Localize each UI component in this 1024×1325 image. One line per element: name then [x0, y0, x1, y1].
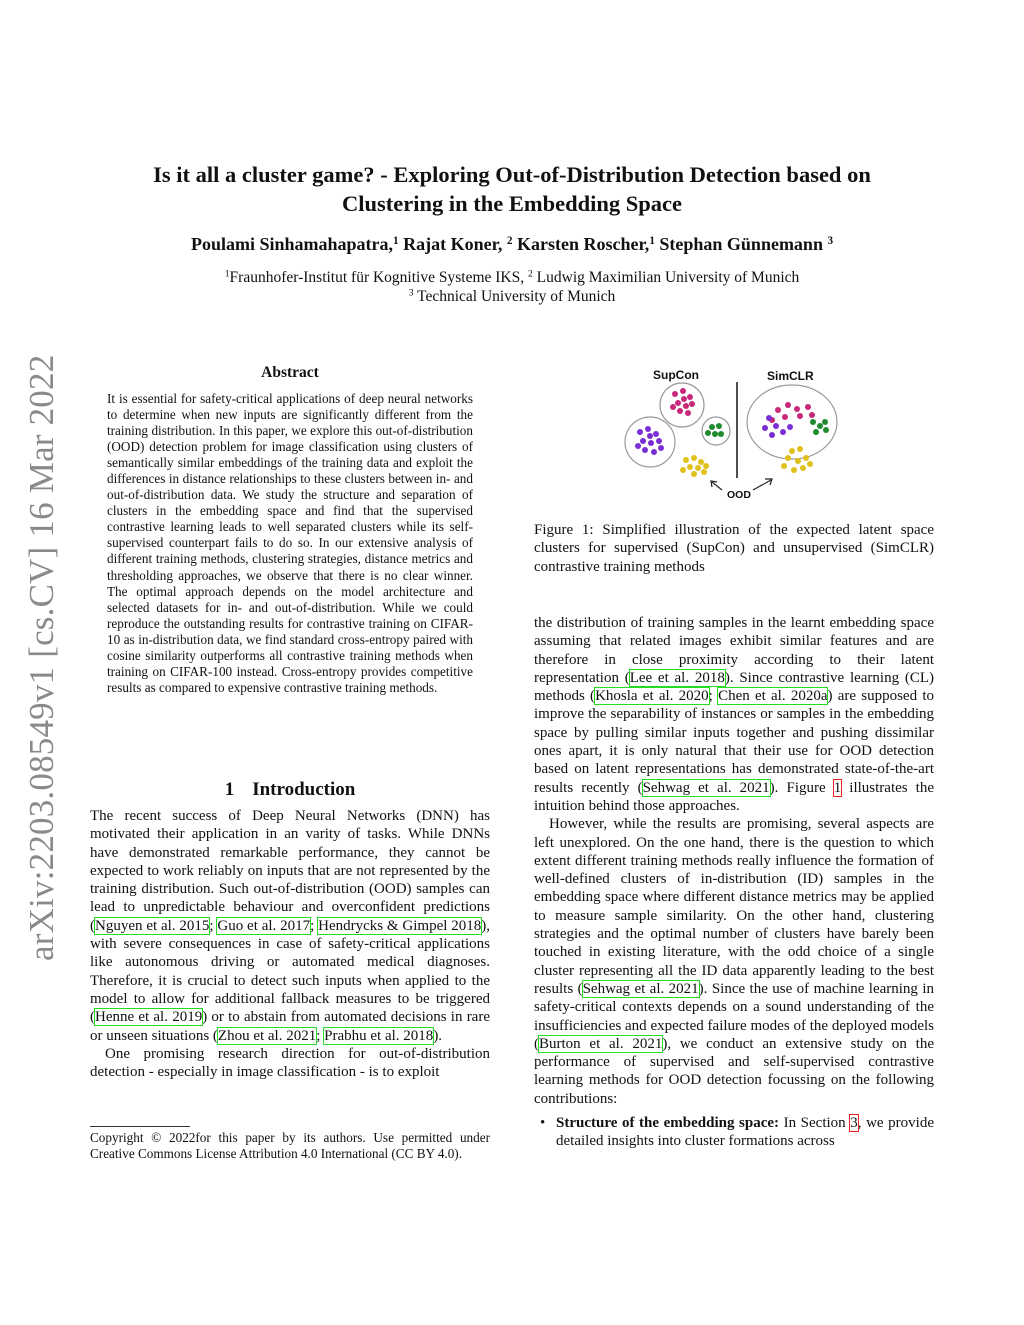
citation-link[interactable]: Chen et al. 2020a: [718, 688, 828, 705]
embedding-point: [656, 438, 662, 444]
embedding-points: [635, 388, 829, 477]
embedding-point: [762, 425, 768, 431]
left-column-body: [90, 807, 490, 1081]
affil-text: Fraunhofer-Institut für Kognitive Systeme IKS,: [229, 269, 528, 286]
embedding-point: [672, 391, 678, 397]
embedding-point: [675, 400, 681, 406]
embedding-point: [645, 426, 651, 432]
figure-1-cluster-illustration: [620, 360, 850, 510]
citation-link[interactable]: Lee et al. 2018: [629, 669, 725, 686]
embedding-point: [681, 396, 687, 402]
author-affil-mark: 3: [827, 234, 834, 247]
embedding-point: [800, 465, 806, 471]
paragraph: However, while the results are promising, several aspects are left unexplored. On the one hand, there is the question to which extent different training methods really influence the formation of well-defined clusters of in-distribution (ID) samples in the embedding space where different distance metrics may be applied to measure sample similarity. On the other hand, clustering strategies and the optimal number of clusters have barely been touched in existing literature, with the odd choice of a single cluster representing all the ID data apparently leading to the best results (Sehwag et al. 2021). Since the use of machine learning in safety-critical contexts depends on a sound understanding of the insufficiencies and expected failure modes of the deployed models (Burton et al. 2021), we conduct an extensive study on the performance of supervised and self-supervised contrastive learning methods for OOD detection focussing on the following contributions:: [534, 816, 934, 1107]
arrow-to-ood-left: [712, 482, 722, 490]
author-affil-mark: 2: [506, 234, 513, 247]
author-name: Stephan Günnemann: [659, 234, 823, 254]
abstract-heading: Abstract: [261, 364, 319, 381]
embedding-point: [698, 459, 704, 465]
embedding-point: [769, 432, 775, 438]
embedding-point: [648, 440, 654, 446]
section-number: 1: [224, 779, 235, 800]
embedding-point: [787, 424, 793, 430]
embedding-point: [809, 412, 815, 418]
embedding-point: [822, 419, 828, 425]
embedding-point: [683, 403, 689, 409]
embedding-point: [637, 429, 643, 435]
footnote-divider: [90, 1126, 190, 1127]
embedding-point: [705, 430, 711, 436]
embedding-point: [709, 424, 715, 430]
embedding-point: [795, 458, 801, 464]
contribution-bullet: • Structure of the embedding space: In Section 3, we provide detailed insights into cluster formations across: [540, 1115, 934, 1150]
section-heading-introduction: [90, 779, 490, 801]
embedding-point: [712, 431, 718, 437]
paragraph: The recent success of Deep Neural Networks (DNN) has motivated their application in an varity of tasks. While DNNs have demonstrated remarkable performance, they cannot be expected to work reliably on inputs that are not represented by the training distribution. Such out-of-distribution (OOD) samples can lead to unpredictable behaviour and overconfident predictions (Nguyen et al. 2015; Guo et al. 2017; Hendrycks & Gimpel 2018), with severe consequences in case of safety-critical applications like autonomous driving or automated medical diagnoses. Therefore, it is crucial to detect such inputs when applied to the model to allow for additional fallback measures to be triggered (Henne et al. 2019) or to abstain from automated decisions in rare or unseen situations (Zhou et al. 2021; Prabhu et al. 2018).: [90, 808, 491, 1044]
citation-link[interactable]: Hendrycks & Gimpel 2018: [318, 917, 482, 934]
embedding-point: [803, 455, 809, 461]
citation-link[interactable]: Sehwag et al. 2021: [642, 779, 770, 796]
paragraph: the distribution of training samples in the learnt embedding space assuming that related images exhibit similar features and are therefore in close proximity according to their latent representation (Lee et al. 2018). Since contrastive learning (CL) methods (Khosla et al. 2020; Chen et al. 2020a) are supposed to improve the separability of instances or samples in the embedding space by pulling similar inputs together and pushing dissimilar ones apart, it is only natural that their use for OOD detection based on latent representations has demonstrated state-of-the-art results recently (Sehwag et al. 2021). Figure 1 illustrates the intuition behind those approaches.: [534, 615, 934, 814]
embedding-point: [647, 433, 653, 439]
embedding-point: [780, 429, 786, 435]
author-name: Rajat Koner,: [403, 234, 503, 254]
paper-title: Is it all a cluster game? - Exploring Out-of-Distribution Detection based on Clustering in the Embedding Space: [153, 162, 871, 216]
embedding-point: [651, 449, 657, 455]
author-name: Karsten Roscher,: [516, 234, 650, 254]
affil-mark: 1: [224, 268, 230, 280]
affil-mark: 3: [408, 287, 414, 299]
citation-link[interactable]: Nguyen et al. 2015: [95, 917, 210, 934]
arxiv-identifier: arXiv:2203.08549v1 [cs.CV] 16 Mar 2022: [22, 354, 61, 961]
embedding-point: [653, 431, 659, 437]
embedding-point: [782, 414, 788, 420]
embedding-point: [797, 413, 803, 419]
embedding-point: [813, 429, 819, 435]
citation-link[interactable]: Prabhu et al. 2018: [324, 1027, 434, 1044]
embedding-point: [670, 404, 676, 410]
embedding-point: [680, 467, 686, 473]
citation-link[interactable]: Khosla et al. 2020: [595, 688, 709, 705]
embedding-point: [785, 455, 791, 461]
embedding-point: [766, 415, 772, 421]
copyright-footnote: Copyright © 2022for this paper by its authors. Use permitted under Creative Commons License Attribution 4.0 International (CC BY 4.0).: [90, 1130, 490, 1161]
arrow-to-ood-right: [753, 480, 771, 490]
section-title: Introduction: [252, 779, 356, 800]
embedding-point: [703, 463, 709, 469]
embedding-point: [716, 423, 722, 429]
embedding-point: [691, 471, 697, 477]
author-name: Poulami Sinhamahapatra,: [190, 234, 393, 254]
affil-text: Ludwig Maximilian University of Munich: [532, 269, 800, 286]
section-reference-link[interactable]: 3: [850, 1115, 858, 1132]
embedding-point: [773, 423, 779, 429]
bullet-icon: •: [540, 1115, 546, 1132]
embedding-point: [687, 464, 693, 470]
citation-link[interactable]: Zhou et al. 2021: [217, 1027, 317, 1044]
embedding-point: [640, 438, 646, 444]
embedding-point: [635, 443, 641, 449]
paragraph: One promising research direction for out-of-distribution detection - especially in image classification - is to exploit: [90, 1045, 490, 1081]
embedding-point: [701, 469, 707, 475]
embedding-point: [781, 463, 787, 469]
citation-link[interactable]: Henne et al. 2019: [95, 1009, 203, 1026]
embedding-point: [775, 407, 781, 413]
embedding-point: [817, 423, 823, 429]
embedding-point: [683, 457, 689, 463]
abstract-text: It is essential for safety-critical applications of deep neural networks to determine when new inputs are significantly different from the training distribution. In this paper, we explore this out-of-distribution (OOD) detection problem for image classification using clusters of semantically similar embeddings of the training data and exploit the differences in distance relationships to these clusters between in- and out-of-distribution data. We study the structure and separation of clusters in the embedding space and find that the supervised contrastive learning leads to well separated clusters while its self-supervised counterpart fails to do so. In our extensive analysis of different training methods, clustering strategies, distance metrics and thresholding approaches, we observe that there is no clear winner. The optimal approach depends on the model architecture and selected datasets for in- and out-of-distribution. While we could reproduce the outstanding results for contrastive training on CIFAR-10 as in-distribution data, we find standard cross-entropy paired with cosine similarity outperforms all contrastive training methods when training on CIFAR-100 instead. Cross-entropy provides competitive results as compared to expensive contrastive training methods.: [107, 391, 473, 695]
figure-reference-link[interactable]: 1: [833, 779, 842, 796]
embedding-point: [689, 401, 695, 407]
figure-1-caption: Figure 1: Simplified illustration of the expected latent space clusters for supervised (SupCon) and unsupervised (SimCLR) contrastive training methods: [534, 522, 934, 575]
embedding-point: [805, 404, 811, 410]
author-list: [80, 234, 944, 255]
embedding-point: [658, 445, 664, 451]
embedding-point: [810, 419, 816, 425]
embedding-point: [797, 446, 803, 452]
author-affil-mark: 1: [649, 234, 655, 247]
embedding-point: [677, 408, 683, 414]
affiliation-line: [100, 287, 924, 306]
affil-text: Technical University of Munich: [413, 288, 616, 305]
embedding-point: [695, 465, 701, 471]
embedding-point: [680, 388, 686, 394]
affiliation-line: [100, 268, 924, 287]
embedding-point: [691, 455, 697, 461]
embedding-point: [785, 402, 791, 408]
label-supcon: SupCon: [653, 368, 699, 382]
embedding-point: [687, 394, 693, 400]
citation-link[interactable]: Sehwag et al. 2021: [582, 980, 699, 997]
embedding-point: [823, 427, 829, 433]
embedding-point: [807, 461, 813, 467]
citation-link[interactable]: Guo et al. 2017: [217, 917, 311, 934]
embedding-point: [789, 448, 795, 454]
affiliations: [100, 268, 924, 306]
label-ood: OOD: [727, 489, 751, 501]
embedding-point: [718, 431, 724, 437]
embedding-point: [685, 410, 691, 416]
affil-mark: 2: [527, 268, 533, 280]
embedding-point: [794, 406, 800, 412]
author-affil-mark: 1: [393, 234, 399, 247]
citation-link[interactable]: Burton et al. 2021: [539, 1035, 663, 1052]
embedding-point: [642, 447, 648, 453]
label-simclr: SimCLR: [767, 369, 814, 383]
embedding-point: [791, 467, 797, 473]
right-column-body: [534, 614, 934, 1151]
